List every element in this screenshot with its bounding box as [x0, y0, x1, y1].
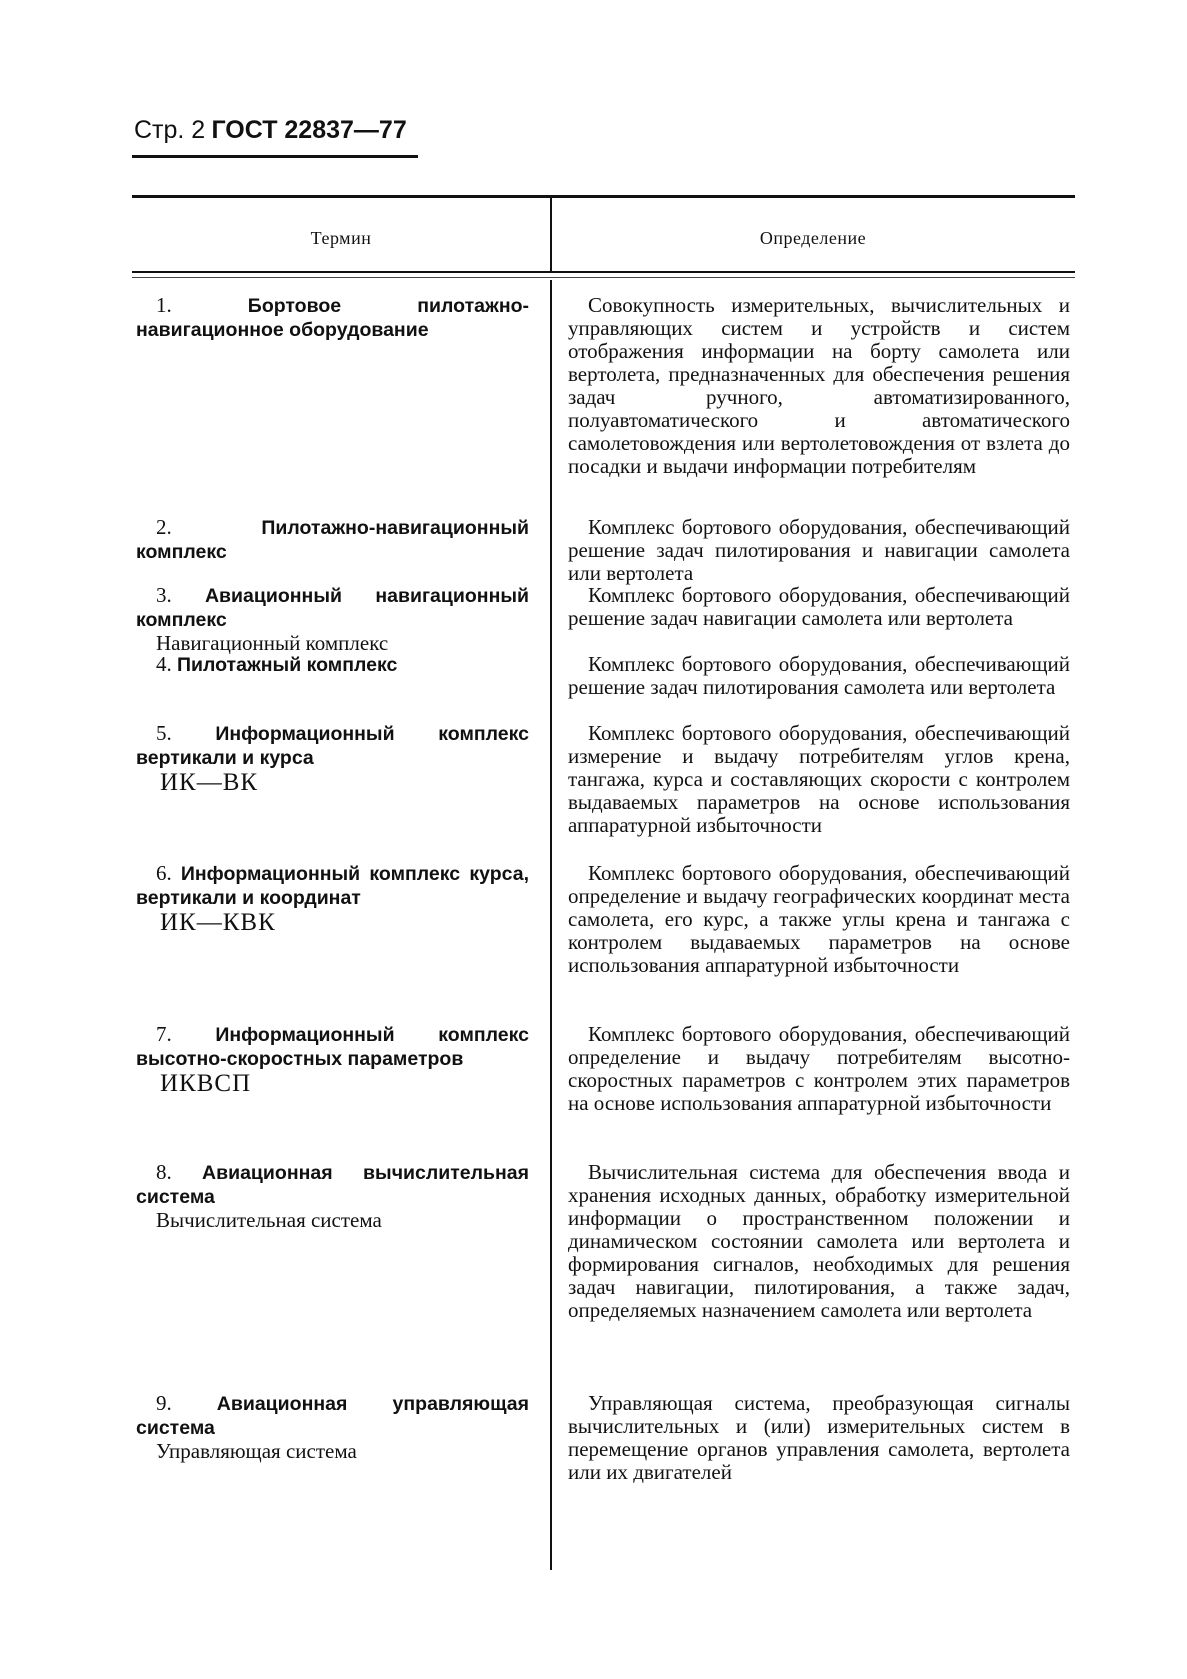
term-short-form: Вычислительная система [156, 1208, 382, 1232]
term-name: Пилотажно-навигационный комплекс [136, 517, 529, 563]
term-number: 3. [156, 583, 172, 607]
table-row-term [136, 722, 529, 796]
column-header-term: Термин [310, 228, 372, 248]
term-name: Авиационная вычислительная система [136, 1162, 529, 1208]
term-definition: Комплекс бортового оборудования, обеспечивающий решение задач навигации самолета или вертолета [568, 583, 1070, 630]
table-row-term [136, 862, 529, 936]
table-row-term [136, 294, 529, 342]
term-number: 8. [156, 1160, 172, 1184]
term-definition: Комплекс бортового оборудования, обеспечивающий определение и выдачу географических координат места самолета, его курс, а также углы крена и тангажа с контролем выдаваемых параметров на основе использования аппаратурной избыточности [568, 861, 1070, 977]
term-name: Информационный комплекс курса, вертикали и координат [136, 863, 529, 909]
term-definition: Комплекс бортового оборудования, обеспечивающий определение и выдачу потребителям высотно-скоростных параметров с контролем этих параметров на основе использования аппаратурной избыточности [568, 1022, 1070, 1115]
table-row-term [136, 516, 529, 564]
column-divider [550, 198, 552, 271]
term-name: Бортовое пилотажно-навигационное оборудование [136, 295, 530, 341]
term-name: Авиационный навигационный комплекс [136, 585, 529, 631]
term-number: 2. [156, 515, 172, 539]
table-row-term [136, 653, 529, 677]
term-name: Авиационная управляющая система [136, 1393, 529, 1439]
term-definition: Вычислительная система для обеспечения ввода и хранения исходных данных, обработку измерительной информации о пространственном положении и динамическом состоянии самолета или вертолета и формирования сигналов, необходимых для решения задач навигации, пилотирования, а также задач, определяемых назначением самолета или вертолета [568, 1160, 1070, 1322]
header-rule [132, 155, 418, 158]
header-rule-bottom [132, 277, 1075, 278]
term-number: 6. [156, 861, 172, 885]
term-abbreviation: ИК—ВК [160, 769, 259, 796]
term-name: Информационный комплекс вертикали и курса [136, 723, 529, 769]
term-number: 7. [156, 1022, 172, 1046]
page-number: Стр. 2 [134, 116, 206, 144]
term-definition: Комплекс бортового оборудования, обеспечивающий решение задач пилотирования самолета или вертолета [568, 652, 1070, 699]
term-abbreviation: ИК—КВК [160, 909, 276, 936]
standard-code: ГОСТ 22837—77 [211, 116, 407, 144]
term-number: 4. [156, 652, 172, 676]
term-abbreviation: ИКВСП [160, 1070, 252, 1097]
column-header-definition: Определение [759, 228, 867, 248]
term-definition: Комплекс бортового оборудования, обеспечивающий измерение и выдачу потребителям углов крена, тангажа, курса и составляющих скорости с контролем выдаваемых параметров на основе использования аппаратурной избыточности [568, 721, 1070, 837]
term-number: 1. [156, 293, 172, 317]
term-definition: Управляющая система, преобразующая сигналы вычислительных и (или) измерительных систем в перемещение органов управления самолета, вертолета или их двигателей [568, 1391, 1070, 1484]
table-top-rule [132, 195, 1075, 198]
page-header [134, 118, 407, 143]
column-divider [550, 280, 552, 1570]
header-rule-top [132, 271, 1075, 273]
table-row-term [136, 1023, 529, 1097]
table-row-term [136, 1392, 529, 1463]
term-number: 9. [156, 1391, 172, 1415]
term-definition: Совокупность измерительных, вычислительных и управляющих систем и устройств и систем отображения информации на борту самолета или вертолета, предназначенных для обеспечения решения задач ручного, автоматизированного, полуавтоматического и автоматического самолетовождения или вертолетовождения от взлета до посадки и выдачи информации потребителям [568, 293, 1070, 478]
table-row-term [136, 584, 529, 655]
term-name: Информационный комплекс высотно-скоростных параметров [136, 1024, 529, 1070]
term-short-form: Управляющая система [156, 1439, 357, 1463]
term-definition: Комплекс бортового оборудования, обеспечивающий решение задач пилотирования и навигации самолета или вертолета [568, 515, 1070, 585]
term-short-form: Навигационный комплекс [156, 631, 389, 655]
term-name: Пилотажный комплекс [177, 654, 398, 676]
term-number: 5. [156, 721, 172, 745]
table-row-term [136, 1161, 529, 1232]
